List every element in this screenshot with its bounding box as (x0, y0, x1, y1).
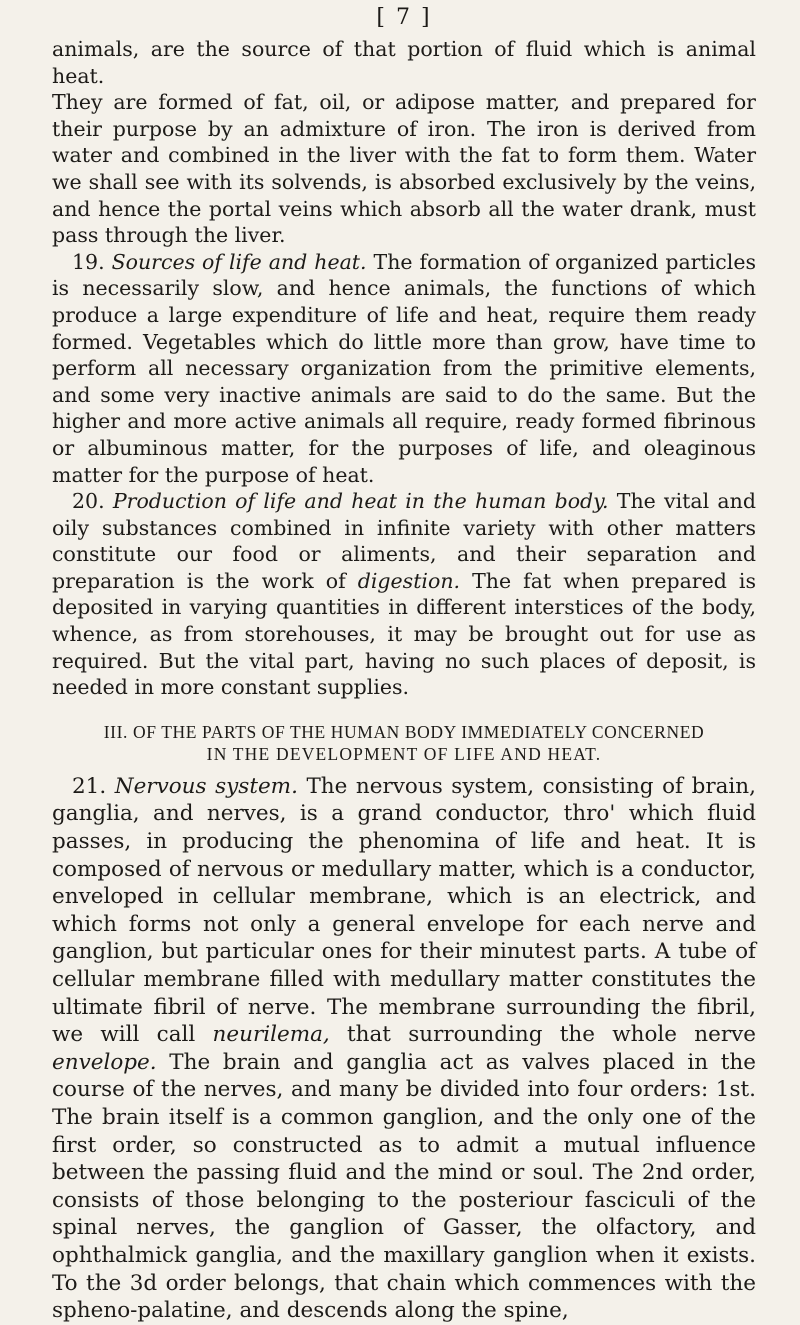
paragraph-20 (52, 488, 756, 701)
paragraph-body: The fat when prepared is deposited in varying quantities in different interstices of the body, whence, as from storehouses, it may be brought out for use as required. But the vital part, having no such places of deposit, is needed in more constant supplies. (52, 568, 756, 700)
emphasized-term: envelope. (52, 1049, 157, 1075)
paragraph-body: The nervous system, consisting of brain, ganglia, and nerves, is a grand conductor, thro' which fluid passes, in producing the phenomina of life and heat. It is composed of nervous or medullary matter, which is a conductor, enveloped in cellular membrane, which is an electrick, and which forms not only a general envelope for each nerve and ganglion, but particular ones for their minutest parts. A tube of cellular membrane filled with medullary matter constitutes the ultimate fibril of nerve. The membrane surrounding the fibril, we will call (52, 773, 756, 1048)
paragraph-21 (52, 773, 756, 1325)
paragraph-body: that surrounding the whole nerve (347, 1022, 756, 1048)
paragraph-continued: They are formed of fat, oil, or adipose matter, and prepared for their purpose by an admixture of iron. The iron is derived from water and combined in the liver with the fat to form them. Water we shall see with its solvends, is absorbed exclusively by the veins, and hence the portal veins which absorb all the water drank, must pass through the liver. (52, 90, 756, 248)
section-heading (52, 721, 756, 765)
section-heading-line: III. OF THE PARTS OF THE HUMAN BODY IMMEDIATELY CONCERNED (103, 721, 705, 742)
paragraph-number: 21. (72, 773, 107, 799)
paragraph-body: The vital and oily substances combined in infinite variety with other matters constitute our food or aliments, and their separation and preparation is the work of (52, 489, 756, 593)
paragraph-title: Sources of life and heat. (111, 249, 367, 274)
paragraph-body: The brain and ganglia act as valves placed in the course of the nerves, and many be divided into four orders: 1st. The brain itself is a common ganglion, and the only one of the first order, so constructed as to admit a mutual influence between the passing fluid and the mind or soul. The 2nd order, consists of those belonging to the posteriour fasciculi of the spinal nerves, the ganglion of Gasser, the olfactory, and ophthalmick ganglia, and the maxillary ganglion when it exists. To the 3d order belongs, that chain which commences with the spheno-palatine, and descends along the spine, (52, 1049, 756, 1324)
paragraph-number: 20. (72, 489, 105, 514)
emphasized-term: digestion. (357, 568, 461, 593)
paragraph-19 (52, 249, 756, 488)
continued-line: animals, are the source of that portion of fluid which is animal heat. (52, 37, 756, 88)
section-body (52, 773, 756, 1325)
section-heading-line: IN THE DEVELOPMENT OF LIFE AND HEAT. (206, 743, 602, 764)
paragraph-title: Nervous system. (114, 773, 298, 799)
page-number: [ 7 ] (376, 5, 432, 30)
emphasized-term: neurilema, (212, 1022, 330, 1048)
paragraph-body: The formation of organized particles is necessarily slow, and hence animals, the functions of which produce a large expenditure of life and heat, require them ready formed. Vegetables which do little more than grow, have time to perform all necessary organization from the primitive elements, and some very inactive animals are said to do the same. But the higher and more active animals all require, ready formed fibrinous or albuminous matter, for the purposes of life, and oleaginous matter for the purpose of heat. (52, 249, 756, 487)
paragraph-title: Production of life and heat in the human body. (112, 489, 609, 514)
paragraph-number: 19. (72, 249, 105, 274)
